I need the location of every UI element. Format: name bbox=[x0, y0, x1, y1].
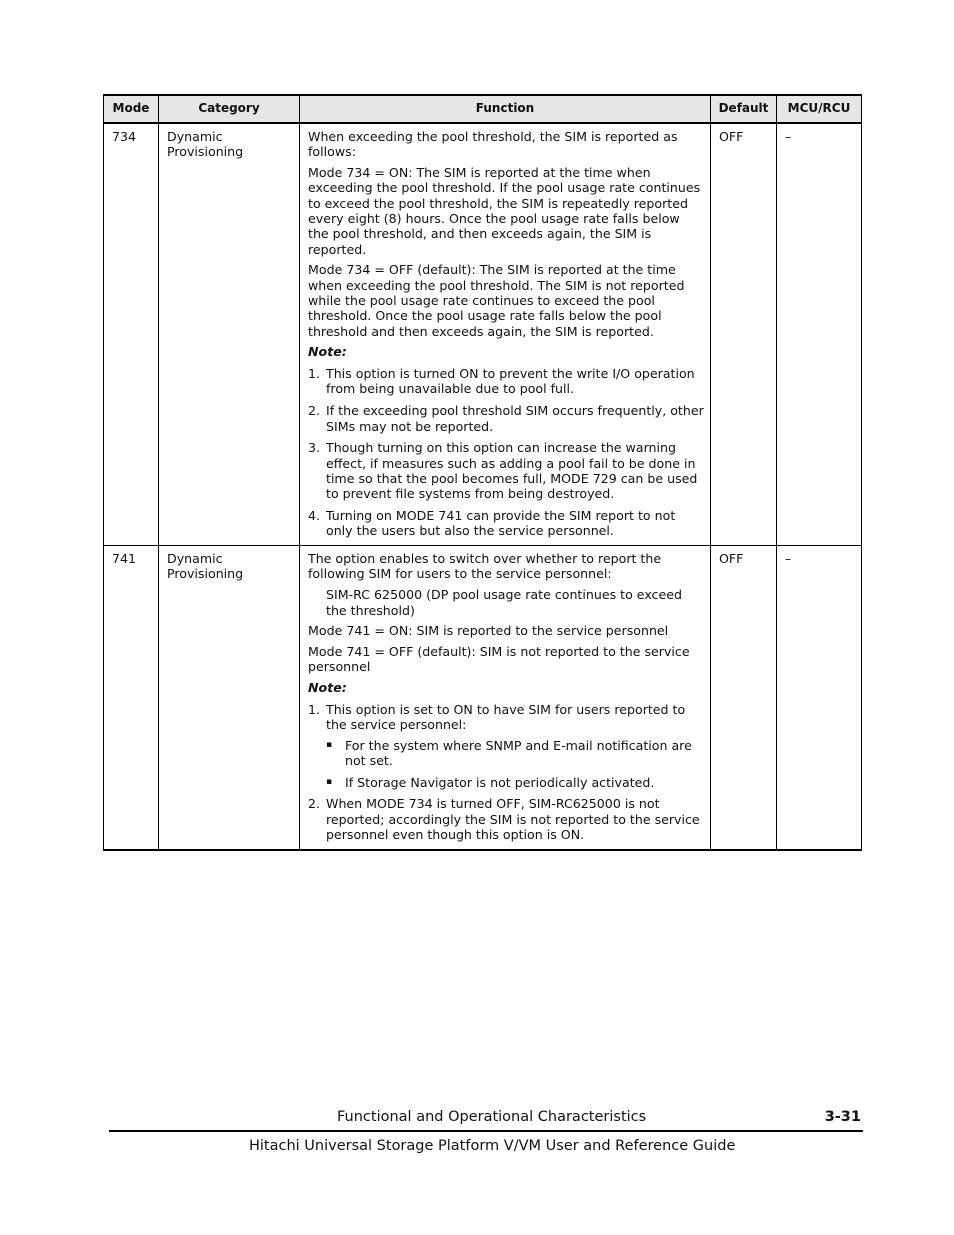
cell-mode: 734 bbox=[104, 123, 159, 546]
function-off-text: Mode 734 = OFF (default): The SIM is reported at the time when exceeding the pool threshold. The SIM is not reported while the pool usage rate continues to exceed the pool threshold. Once the pool usage rate falls below the pool threshold and then exceeds again, the SIM is reported. bbox=[308, 262, 685, 339]
cell-mcu-rcu: – bbox=[777, 123, 862, 546]
cell-category: Dynamic Provisioning bbox=[159, 123, 300, 546]
list-number: 1. bbox=[308, 702, 321, 717]
header-mcu-rcu: MCU/RCU bbox=[777, 95, 862, 123]
list-item bbox=[308, 440, 704, 501]
table-row bbox=[104, 546, 862, 850]
notes-list bbox=[308, 702, 704, 842]
list-number: 4. bbox=[308, 508, 321, 524]
header-default: Default bbox=[711, 95, 777, 123]
bullet-text: For the system where SNMP and E-mail notification are not set. bbox=[345, 738, 692, 769]
list-number: 2. bbox=[308, 796, 321, 812]
footer-divider bbox=[109, 1130, 863, 1132]
header-category: Category bbox=[159, 95, 300, 123]
function-on-text: Mode 741 = ON: SIM is reported to the service personnel bbox=[308, 623, 669, 639]
header-function: Function bbox=[300, 95, 711, 123]
bullet-text: If Storage Navigator is not periodically activated. bbox=[345, 774, 655, 790]
cell-category: Dynamic Provisioning bbox=[159, 546, 300, 850]
note-label: Note: bbox=[308, 344, 347, 360]
cell-mcu-rcu: – bbox=[777, 546, 862, 850]
list-text: Turning on MODE 741 can provide the SIM report to not only the users but also the service personnel. bbox=[326, 508, 676, 539]
bullet-icon: ▪ bbox=[326, 776, 333, 787]
list-item bbox=[308, 702, 704, 790]
list-item bbox=[308, 403, 704, 434]
bullet-icon: ▪ bbox=[326, 740, 333, 751]
cell-default: OFF bbox=[711, 546, 777, 850]
function-intro: When exceeding the pool threshold, the SIM is reported as follows: bbox=[308, 129, 678, 160]
table-row bbox=[104, 123, 862, 546]
list-text: This option is set to ON to have SIM for users reported to the service personnel: bbox=[326, 702, 686, 733]
list-text: If the exceeding pool threshold SIM occurs frequently, other SIMs may not be reported. bbox=[326, 403, 704, 434]
cell-default: OFF bbox=[711, 123, 777, 546]
bullet-item bbox=[326, 738, 704, 769]
list-text: This option is turned ON to prevent the write I/O operation from being unavailable due to pool full. bbox=[326, 366, 695, 397]
list-number: 2. bbox=[308, 403, 321, 419]
function-on-text: Mode 734 = ON: The SIM is reported at the time when exceeding the pool threshold. If the pool usage rate continues to exceed the pool threshold, the SIM is repeatedly reported every eight (8) hours. Once the pool usage rate falls below the pool threshold, and then exceeds again, the SIM is reported. bbox=[308, 165, 701, 257]
system-option-modes-table bbox=[103, 94, 862, 851]
cell-mode: 741 bbox=[104, 546, 159, 850]
header-mode: Mode bbox=[104, 95, 159, 123]
page-number: 3-31 bbox=[824, 1109, 861, 1125]
cell-function bbox=[300, 123, 711, 546]
page-footer bbox=[337, 1109, 861, 1127]
list-text: When MODE 734 is turned OFF, SIM-RC625000 is not reported; accordingly the SIM is not reported to the service personnel even though this option is ON. bbox=[326, 796, 700, 843]
list-number: 1. bbox=[308, 366, 321, 382]
function-intro: The option enables to switch over whether to report the following SIM for users to the service personnel: bbox=[308, 551, 662, 582]
list-text: Though turning on this option can increase the warning effect, if measures such as adding a pool fail to be done in time so that the pool becomes full, MODE 729 can be used to prevent file systems from being destroyed. bbox=[326, 440, 698, 502]
list-item bbox=[308, 796, 704, 842]
cell-function bbox=[300, 546, 711, 850]
list-item bbox=[308, 508, 704, 539]
bullet-item bbox=[326, 775, 704, 790]
sim-code-text: SIM-RC 625000 (DP pool usage rate continues to exceed the threshold) bbox=[326, 587, 682, 618]
notes-list bbox=[308, 366, 704, 538]
list-item bbox=[308, 366, 704, 397]
note-label: Note: bbox=[308, 680, 347, 696]
footer-guide-title: Hitachi Universal Storage Platform V/VM User and Reference Guide bbox=[249, 1138, 736, 1154]
footer-section-title: Functional and Operational Characteristics bbox=[337, 1109, 647, 1125]
table-header-row bbox=[104, 95, 862, 123]
function-off-text: Mode 741 = OFF (default): SIM is not reported to the service personnel bbox=[308, 644, 690, 675]
bullet-list bbox=[326, 738, 704, 790]
list-number: 3. bbox=[308, 440, 321, 456]
